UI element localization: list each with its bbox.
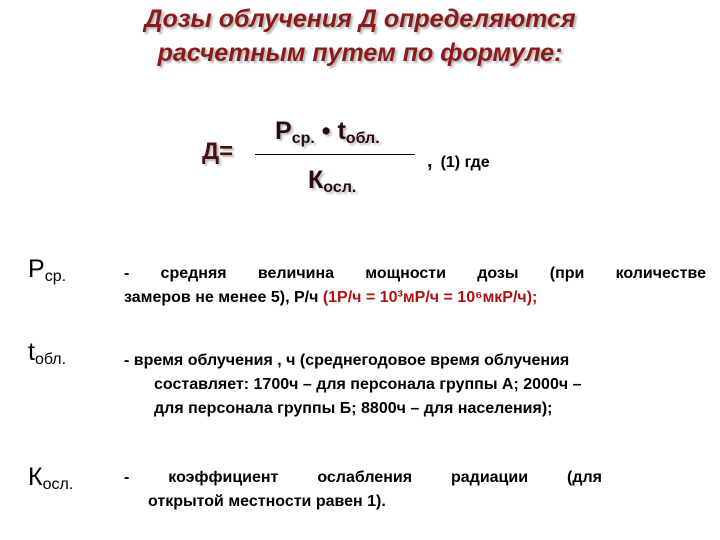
definition-p-line-2-text: замеров не менее 5), Р/ч [124,289,323,306]
denominator-k-sub: осл. [323,179,357,196]
term-k-sub: осл. [42,476,74,493]
multiply-dot: • [314,117,338,145]
numerator-t: t [337,117,346,145]
term-k-attenuation [28,463,73,494]
definition-k-line-2: открытой местности равен 1). [148,493,386,510]
term-k-main: К [28,463,43,491]
numerator-p-sub: ср. [291,130,315,147]
formula-number: (1) где [440,154,490,171]
definition-p-line-1: - средняя величина мощности дозы (при количестве [124,265,706,282]
definition-p-avg [124,262,706,310]
definition-t-line-3: для персонала группы Б; 8800ч – для населения); [154,400,553,417]
slide-title-line-1: Дозы облучения Д определяются [144,5,576,33]
term-p-sub: ср. [44,268,67,285]
definition-t-line-1: - время облучения , ч (среднегодовое время облучения [124,352,570,369]
denominator-k: К [308,166,324,194]
formula-reference [427,150,490,173]
definition-t-exposure [124,349,688,421]
formula-denominator [308,166,356,197]
definition-k-line-1: - коэффициент ослабления радиации (для [124,469,602,486]
term-t-exposure [28,338,66,369]
formula-lhs: Д= [202,138,234,165]
fraction-line [255,154,415,155]
term-t-sub: обл. [34,351,67,368]
definition-t-line-2: составляет: 1700ч – для персонала группы А; 2000ч – [154,376,582,393]
term-t-main: t [28,338,35,366]
term-p-main: Р [28,255,45,283]
formula-comma: , [427,150,433,172]
slide-title-line-2: расчетным путем по формуле: [157,39,563,67]
numerator-p: Р [275,117,292,145]
definition-p-line-2 [124,286,706,310]
formula-numerator [275,117,380,148]
unit-conversion-note: (1Р/ч = 10³мР/ч = 10⁶мкР/ч); [322,289,538,306]
numerator-t-sub: обл. [345,130,380,147]
definition-k-attenuation [124,466,602,514]
term-p-avg [28,255,66,286]
